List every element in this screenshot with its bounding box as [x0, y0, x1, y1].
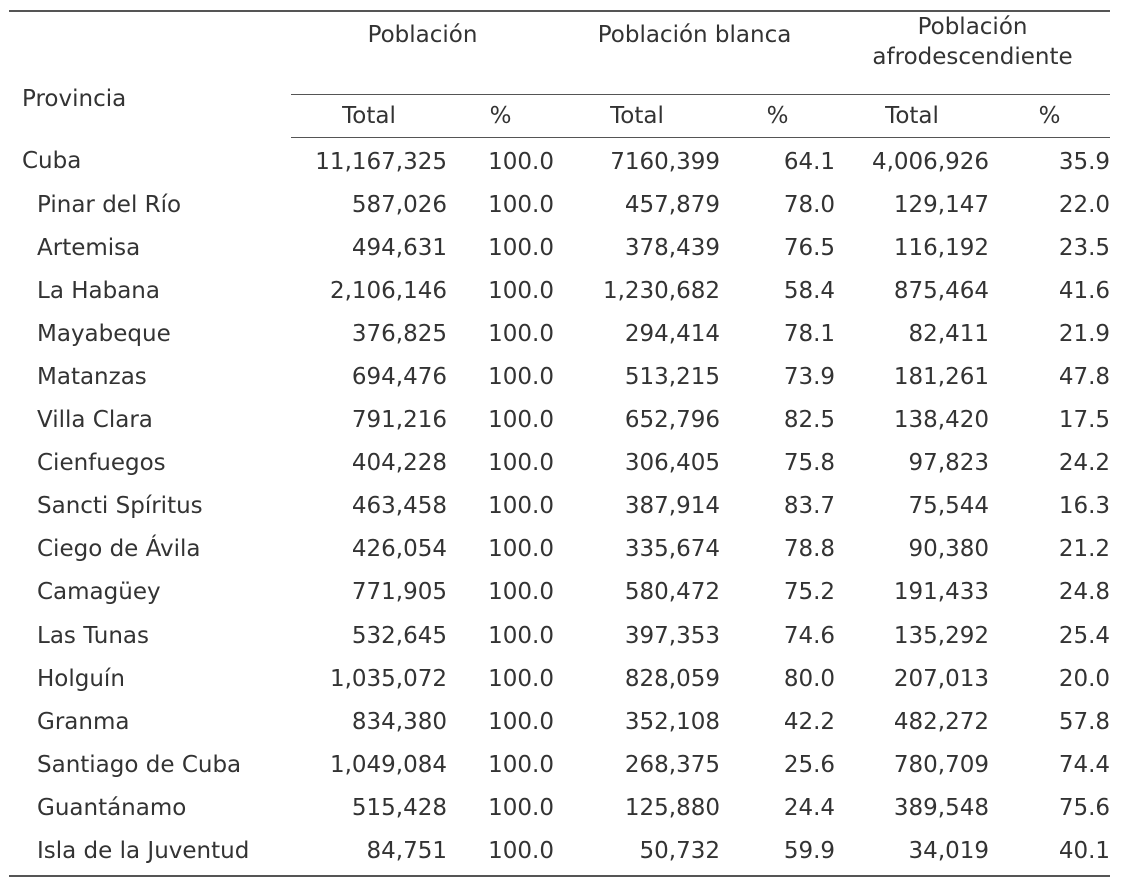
cell-afro-pct: 20.0 [1058, 665, 1111, 692]
cell-blanca-total: 387,914 [624, 493, 721, 520]
cell-blanca-pct: 59.9 [720, 830, 835, 876]
cell-poblacion-pct: 100.0 [488, 579, 555, 606]
cell-poblacion-total: 694,476 [351, 364, 447, 391]
cell-afro-pct: 25.4 [1058, 622, 1111, 649]
cell-afro-total: 875,464 [893, 277, 990, 304]
column-header-afro-pct: % [989, 95, 1110, 138]
cell-poblacion-total: 587,026 [351, 191, 447, 218]
cell-poblacion-total: 532,645 [351, 622, 447, 649]
cell-poblacion-pct: 100.0 [488, 234, 555, 261]
table-row-total [9, 138, 1110, 184]
cell-poblacion-total: 2,106,146 [329, 277, 447, 304]
cell-provincia: Pinar del Río [37, 191, 182, 218]
cell-poblacion-total: 791,216 [351, 407, 447, 434]
cell-afro-pct: 35.9 [1058, 148, 1111, 175]
cell-provincia: Matanzas [37, 364, 147, 391]
cell-afro-total: 135,292 [893, 622, 990, 649]
column-group-afro-line1: Población [917, 14, 1028, 40]
cell-poblacion-pct: 100.0 [488, 708, 555, 735]
cell-poblacion-pct: 100.0 [488, 364, 555, 391]
cell-poblacion-pct: 100.0 [488, 622, 555, 649]
cell-afro-pct: 24.2 [1058, 450, 1111, 477]
cell-provincia: Guantánamo [37, 794, 187, 821]
table-row [9, 786, 1110, 829]
cell-poblacion-total: 426,054 [351, 536, 447, 563]
cell-provincia: Isla de la Juventud [9, 830, 291, 876]
cell-poblacion-total: 771,905 [351, 579, 447, 606]
cell-poblacion-total: 404,228 [351, 450, 447, 477]
column-header-poblacion-pct: % [447, 95, 554, 138]
cell-afro-pct: 47.8 [1058, 364, 1111, 391]
table-row [9, 183, 1110, 226]
table-row [9, 399, 1110, 442]
table-row [9, 700, 1110, 743]
table-header [9, 11, 1110, 138]
cell-provincia: Granma [37, 708, 130, 735]
table-row [9, 269, 1110, 312]
cell-afro-pct: 40.1 [989, 830, 1110, 876]
cell-blanca-total: 378,439 [624, 234, 721, 261]
cell-provincia: Holguín [37, 665, 125, 692]
cell-blanca-pct: 25.6 [783, 751, 836, 778]
cell-blanca-total: 125,880 [624, 794, 721, 821]
cell-poblacion-total: 463,458 [351, 493, 447, 520]
table-row [9, 442, 1110, 485]
cell-blanca-pct: 24.4 [783, 794, 836, 821]
cell-afro-total: 207,013 [893, 665, 990, 692]
cell-provincia: Las Tunas [37, 622, 149, 649]
table-body [9, 138, 1110, 876]
cell-provincia: Mayabeque [37, 320, 171, 347]
cell-afro-pct: 16.3 [1058, 493, 1111, 520]
cell-blanca-pct: 78.0 [783, 191, 836, 218]
cell-afro-total: 116,192 [893, 234, 990, 261]
cell-blanca-pct: 73.9 [783, 364, 836, 391]
column-group-poblacion-afrodescendiente [835, 11, 1110, 95]
column-header-blanca-total: Total [554, 95, 720, 138]
cell-afro-total: 34,019 [835, 830, 989, 876]
cell-blanca-pct: 78.1 [783, 320, 836, 347]
cell-blanca-pct: 74.6 [783, 622, 836, 649]
cell-afro-pct: 23.5 [1058, 234, 1111, 261]
cell-blanca-total: 352,108 [624, 708, 721, 735]
cell-afro-pct: 41.6 [1058, 277, 1111, 304]
cell-provincia: Villa Clara [37, 407, 153, 434]
cell-blanca-pct: 78.8 [783, 536, 836, 563]
cell-afro-pct: 57.8 [1058, 708, 1111, 735]
cell-afro-total: 181,261 [893, 364, 990, 391]
cell-poblacion-pct: 100.0 [488, 665, 555, 692]
cell-poblacion-pct: 100.0 [488, 751, 555, 778]
cell-blanca-total: 580,472 [624, 579, 721, 606]
column-header-provincia: Provincia [9, 11, 291, 138]
table-row [9, 226, 1110, 269]
column-group-poblacion: Población [291, 11, 554, 95]
cell-afro-total: 4,006,926 [871, 148, 990, 175]
cell-provincia: Artemisa [37, 234, 141, 261]
cell-blanca-pct: 83.7 [783, 493, 836, 520]
population-table-container [9, 10, 1110, 877]
cell-poblacion-pct: 100.0 [488, 450, 555, 477]
cell-blanca-total: 335,674 [624, 536, 721, 563]
cell-afro-pct: 21.9 [1058, 320, 1111, 347]
cell-afro-total: 389,548 [893, 794, 990, 821]
cell-poblacion-pct: 100.0 [488, 148, 555, 175]
cell-afro-pct: 74.4 [1058, 751, 1111, 778]
table-row [9, 355, 1110, 398]
population-by-province-table [9, 10, 1110, 877]
cell-poblacion-total: 834,380 [351, 708, 447, 735]
cell-afro-total: 75,544 [908, 493, 990, 520]
cell-blanca-pct: 76.5 [783, 234, 836, 261]
cell-blanca-total: 7160,399 [610, 148, 721, 175]
cell-provincia: Ciego de Ávila [37, 536, 201, 563]
cell-poblacion-total: 1,035,072 [329, 665, 447, 692]
column-group-poblacion-blanca: Población blanca [554, 11, 835, 95]
cell-blanca-total: 652,796 [624, 407, 721, 434]
cell-poblacion-pct: 100.0 [488, 536, 555, 563]
cell-blanca-total: 397,353 [624, 622, 721, 649]
cell-provincia: La Habana [37, 277, 160, 304]
cell-poblacion-pct: 100.0 [488, 794, 555, 821]
cell-afro-total: 191,433 [893, 579, 990, 606]
cell-provincia: Cuba [22, 148, 82, 175]
table-row [9, 528, 1110, 571]
cell-afro-pct: 17.5 [1058, 407, 1111, 434]
column-header-poblacion-total: Total [291, 95, 447, 138]
cell-poblacion-pct: 100.0 [488, 407, 555, 434]
cell-afro-total: 780,709 [893, 751, 990, 778]
cell-afro-total: 90,380 [908, 536, 990, 563]
cell-blanca-total: 828,059 [624, 665, 721, 692]
cell-poblacion-total: 1,049,084 [329, 751, 447, 778]
cell-provincia: Camagüey [37, 579, 161, 606]
cell-blanca-pct: 42.2 [783, 708, 836, 735]
cell-poblacion-pct: 100.0 [488, 320, 555, 347]
cell-afro-total: 138,420 [893, 407, 990, 434]
cell-provincia: Cienfuegos [37, 450, 166, 477]
cell-blanca-pct: 75.8 [783, 450, 836, 477]
cell-poblacion-total: 376,825 [351, 320, 447, 347]
cell-blanca-pct: 75.2 [783, 579, 836, 606]
table-row [9, 657, 1110, 700]
cell-afro-pct: 21.2 [1058, 536, 1111, 563]
cell-blanca-total: 306,405 [624, 450, 721, 477]
cell-blanca-total: 50,732 [554, 830, 720, 876]
table-row [9, 830, 1110, 876]
cell-poblacion-total: 84,751 [291, 830, 447, 876]
cell-afro-total: 82,411 [908, 320, 990, 347]
cell-afro-total: 129,147 [893, 191, 990, 218]
cell-afro-pct: 24.8 [1058, 579, 1111, 606]
cell-blanca-pct: 82.5 [783, 407, 836, 434]
cell-poblacion-pct: 100.0 [488, 277, 555, 304]
cell-provincia: Sancti Spíritus [37, 493, 203, 520]
cell-afro-total: 482,272 [893, 708, 990, 735]
cell-afro-pct: 22.0 [1058, 191, 1111, 218]
cell-poblacion-pct: 100.0 [447, 830, 554, 876]
table-row [9, 312, 1110, 355]
cell-blanca-pct: 64.1 [783, 148, 836, 175]
cell-blanca-total: 513,215 [624, 364, 721, 391]
table-row [9, 614, 1110, 657]
column-group-afro-line2: afrodescendiente [872, 44, 1073, 70]
cell-poblacion-pct: 100.0 [488, 493, 555, 520]
cell-provincia: Santiago de Cuba [37, 751, 242, 778]
cell-poblacion-pct: 100.0 [488, 191, 555, 218]
cell-blanca-pct: 58.4 [783, 277, 836, 304]
cell-afro-pct: 75.6 [1058, 794, 1111, 821]
cell-poblacion-total: 11,167,325 [315, 148, 447, 175]
cell-blanca-pct: 80.0 [783, 665, 836, 692]
cell-blanca-total: 457,879 [624, 191, 721, 218]
table-row [9, 485, 1110, 528]
cell-blanca-total: 1,230,682 [602, 277, 721, 304]
cell-poblacion-total: 515,428 [351, 794, 447, 821]
column-header-afro-total: Total [835, 95, 989, 138]
header-row-groups [9, 11, 1110, 95]
cell-afro-total: 97,823 [908, 450, 990, 477]
column-header-blanca-pct: % [720, 95, 835, 138]
table-row [9, 571, 1110, 614]
cell-poblacion-total: 494,631 [351, 234, 447, 261]
cell-blanca-total: 294,414 [624, 320, 721, 347]
cell-blanca-total: 268,375 [624, 751, 721, 778]
table-row [9, 743, 1110, 786]
